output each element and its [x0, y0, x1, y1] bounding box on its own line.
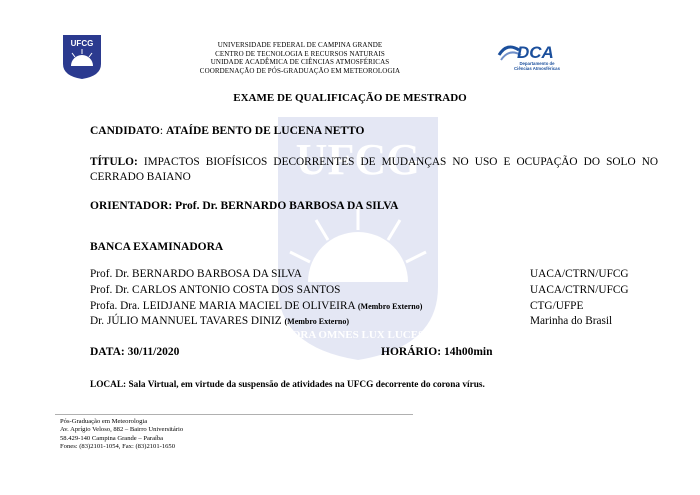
member-affiliation: UACA/CTRN/UFCG — [530, 284, 629, 296]
advisor-row — [90, 200, 398, 212]
member-name: Dr. JÚLIO MANNUEL TAVARES DINIZ — [90, 315, 282, 327]
member-affiliation: CTG/UFPE — [530, 300, 584, 312]
board-member — [90, 315, 349, 327]
date-row — [90, 346, 179, 358]
footer-line: Pós-Graduação em Meteorologia — [60, 418, 148, 425]
time-value: 14h00min — [443, 346, 493, 358]
member-name: Prof. Dr. BERNARDO BARBOSA DA SILVA — [90, 268, 302, 280]
watermark-text: UFCG — [295, 135, 421, 184]
advisor-name: Prof. Dr. BERNARDO BARBOSA DA SILVA — [175, 200, 399, 212]
date-label: DATA: — [90, 346, 125, 358]
candidate-row: CANDIDATO: ATAÍDE BENTO DE LUCENA NETTO — [90, 125, 365, 137]
board-member — [90, 300, 422, 312]
footer-line: Av. Aprígio Veloso, 882 – Bairro Universitário — [60, 426, 184, 434]
footer-divider — [55, 414, 413, 415]
advisor-label: ORIENTADOR: — [90, 200, 173, 212]
external-member-note: (Membro Externo) — [357, 302, 423, 311]
board-member — [90, 268, 302, 280]
watermark-motto: ORA OMNES LUX LUCES — [291, 329, 425, 341]
candidate-name: ATAÍDE BENTO DE LUCENA NETTO — [165, 125, 365, 137]
candidate-label: CANDIDATO — [90, 125, 160, 137]
header-line: CENTRO DE TECNOLOGIA E RECURSOS NATURAIS — [215, 49, 385, 58]
member-name: Profa. Dra. LEIDJANE MARIA MACIEL DE OLIVEIRA — [90, 300, 356, 312]
member-name: Prof. Dr. CARLOS ANTONIO COSTA DOS SANTOS — [90, 284, 341, 296]
external-member-note: (Membro Externo) — [284, 317, 349, 326]
thesis-label: TÍTULO: — [90, 156, 138, 168]
board-title: BANCA EXAMINADORA — [90, 241, 224, 253]
footer-line: Fones: (83)2101-1054, Fax: (83)2101-1650 — [60, 442, 176, 450]
member-affiliation: UACA/CTRN/UFCG — [530, 268, 629, 280]
member-affiliation: Marinha do Brasil — [530, 315, 613, 327]
header-line: UNIDADE ACADÊMICA DE CIÊNCIAS ATMOSFÉRICAS — [210, 58, 390, 67]
dca-logo-line2: Ciências Atmosféricas — [514, 66, 560, 71]
header-line: UNIVERSIDADE FEDERAL DE CAMPINA GRANDE — [217, 41, 383, 49]
footer-address — [60, 418, 183, 451]
location-text: Sala Virtual, em virtude da suspensão de atividades na UFCG decorrente do corona vírus. — [128, 380, 485, 390]
dca-logo-line1: Departamento de — [519, 61, 555, 66]
footer-line: 58.429-140 Campina Grande – Paraíba — [60, 434, 164, 442]
ufcg-logo — [60, 34, 104, 80]
board-member — [90, 284, 340, 296]
location-row — [90, 380, 485, 390]
thesis-title-row — [90, 155, 658, 185]
ufcg-logo-text: UFCG — [70, 39, 94, 48]
dca-logo — [497, 40, 569, 74]
thesis-text: IMPACTOS BIOFÍSICOS DECORRENTES DE MUDANÇAS NO USO E OCUPAÇÃO DO SOLO NO CERRADO BAIANO — [90, 156, 659, 183]
location-label: LOCAL: — [90, 380, 127, 390]
exam-title: EXAME DE QUALIFICAÇÃO DE MESTRADO — [233, 92, 467, 104]
institution-header — [150, 41, 450, 75]
date-value: 30/11/2020 — [127, 346, 180, 358]
header-line: COORDENAÇÃO DE PÓS-GRADUAÇÃO EM METEOROLOGIA — [199, 66, 401, 75]
dca-logo-mark: DCA — [517, 43, 554, 62]
time-row — [381, 346, 493, 358]
time-label: HORÁRIO: — [381, 346, 442, 358]
